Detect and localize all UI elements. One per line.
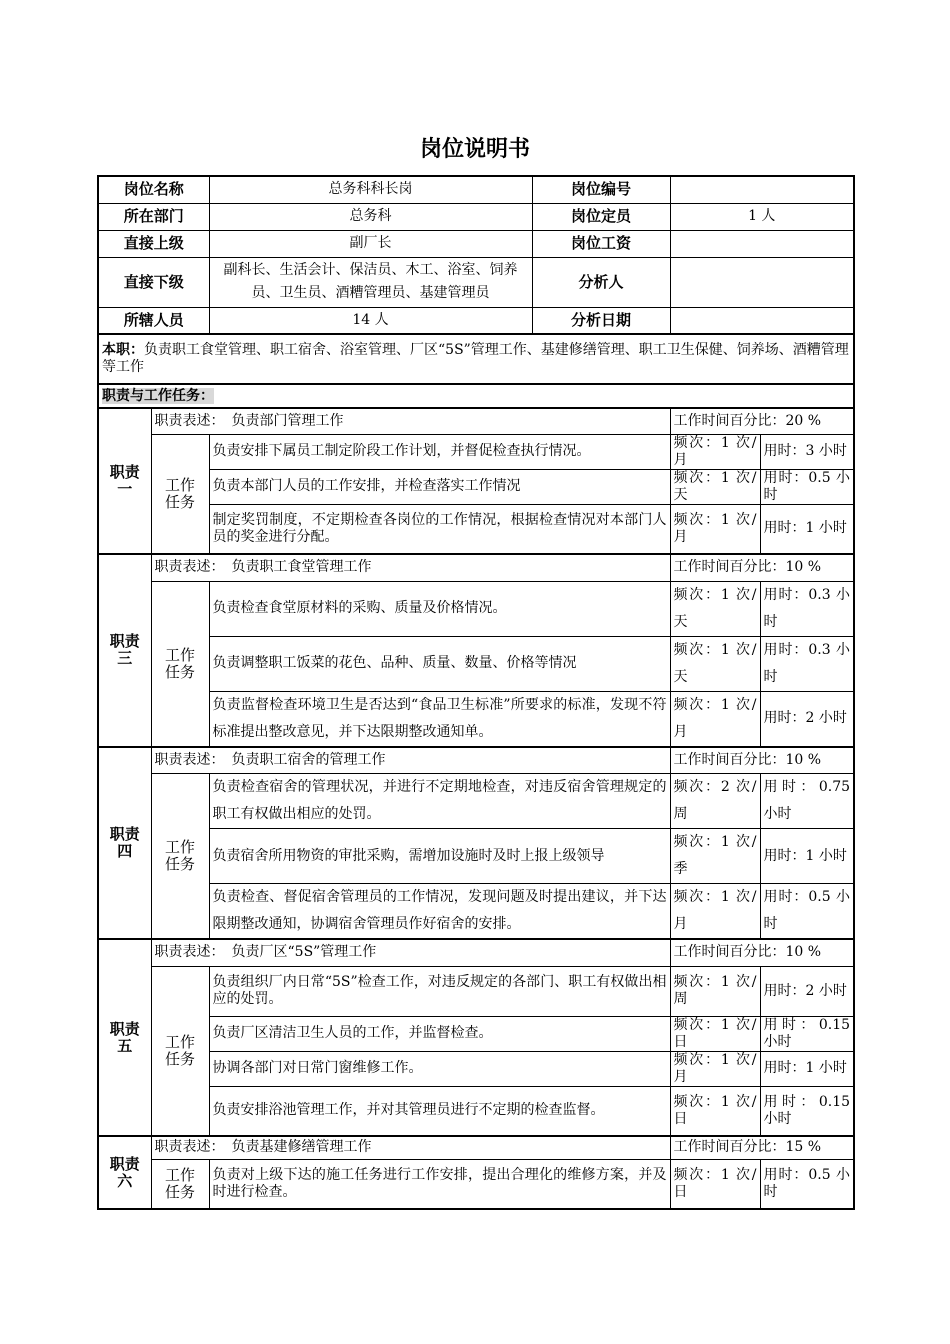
task-row xyxy=(98,434,854,469)
task-duration: 用时：0.75 小时 xyxy=(760,774,854,829)
task-frequency: 频次：1 次/月 xyxy=(670,1051,760,1086)
main-duty xyxy=(98,334,854,384)
task-text: 负责对上级下达的施工任务进行工作安排，提出合理化的维修方案，并及时进行检查。 xyxy=(209,1159,670,1209)
value-supervisor: 副厂长 xyxy=(209,230,532,257)
task-text: 负责组织厂内日常“5S”检查工作，对违反规定的各部门、职工有权做出相应的处罚。 xyxy=(209,966,670,1016)
task-text: 负责监督检查环境卫生是否达到“食品卫生标准”所要求的标准，发现不符标准提出整改意见，并下达限期整改通知单。 xyxy=(209,691,670,747)
task-row xyxy=(98,1051,854,1086)
header-row xyxy=(98,203,854,230)
duty-name: 职责六 xyxy=(98,1136,151,1209)
main-duty-label: 本职： xyxy=(102,342,144,358)
header-row xyxy=(98,176,854,203)
value-department: 总务科 xyxy=(209,203,532,230)
duty-statement-row xyxy=(98,747,854,774)
task-duration: 用时：0.5 小时 xyxy=(760,469,854,504)
duty-time-percent: 工作时间百分比：10 % xyxy=(670,747,854,774)
duty-time-percent: 工作时间百分比：10 % xyxy=(670,554,854,581)
task-label: 工作任务 xyxy=(151,774,209,940)
task-duration: 用时：0.15 小时 xyxy=(760,1016,854,1051)
task-label: 工作任务 xyxy=(151,581,209,747)
task-row xyxy=(98,774,854,829)
duty-statement-row xyxy=(98,408,854,434)
label-headcount: 岗位定员 xyxy=(532,203,670,230)
value-job-code xyxy=(670,176,854,203)
task-frequency: 频次：1 次/天 xyxy=(670,636,760,691)
label-job-code: 岗位编号 xyxy=(532,176,670,203)
duty-statement-row xyxy=(98,554,854,581)
task-duration: 用时：3 小时 xyxy=(760,434,854,469)
task-text: 负责检查食堂原材料的采购、质量及价格情况。 xyxy=(209,581,670,636)
task-frequency: 频次：1 次/月 xyxy=(670,884,760,940)
task-row xyxy=(98,829,854,884)
header-row xyxy=(98,307,854,334)
page-title: 岗位说明书 xyxy=(419,137,530,162)
task-text: 制定奖罚制度，不定期检查各岗位的工作情况，根据检查情况对本部门人员的奖金进行分配。 xyxy=(209,504,670,554)
task-row xyxy=(98,636,854,691)
task-row xyxy=(98,581,854,636)
task-duration: 用时：0.3 小时 xyxy=(760,636,854,691)
task-duration: 用时：2 小时 xyxy=(760,966,854,1016)
duty-time-percent: 工作时间百分比：15 % xyxy=(670,1136,854,1159)
task-frequency: 频次：1 次/周 xyxy=(670,966,760,1016)
task-frequency: 频次：2 次/周 xyxy=(670,774,760,829)
value-salary xyxy=(670,230,854,257)
tasks-heading-row xyxy=(98,384,854,408)
main-duty-text: 负责职工食堂管理、职工宿舍、浴室管理、厂区“5S”管理工作、基建修缮管理、职工卫生保健、饲养场、酒糟管理等工作 xyxy=(102,342,849,375)
task-row xyxy=(98,884,854,940)
task-frequency: 频次：1 次/天 xyxy=(670,469,760,504)
duty-time-percent: 工作时间百分比：20 % xyxy=(670,408,854,434)
duty-name: 职责三 xyxy=(98,554,151,747)
task-row xyxy=(98,966,854,1016)
duty-time-percent: 工作时间百分比：10 % xyxy=(670,939,854,966)
task-duration: 用时：1 小时 xyxy=(760,829,854,884)
value-subordinates: 副科长、生活会计、保洁员、木工、浴室、饲养员、卫生员、酒糟管理员、基建管理员 xyxy=(209,257,532,307)
task-row xyxy=(98,1159,854,1209)
header-row xyxy=(98,230,854,257)
header-row xyxy=(98,257,854,307)
task-text: 负责安排下属员工制定阶段工作计划，并督促检查执行情况。 xyxy=(209,434,670,469)
duty-name: 职责一 xyxy=(98,408,151,554)
value-analyst xyxy=(670,257,854,307)
value-analysis-date xyxy=(670,307,854,334)
main-duty-row xyxy=(98,334,854,384)
task-duration: 用时：0.3 小时 xyxy=(760,581,854,636)
task-duration: 用时：0.5 小时 xyxy=(760,1159,854,1209)
task-frequency: 频次：1 次/月 xyxy=(670,434,760,469)
task-label: 工作任务 xyxy=(151,966,209,1136)
duty-statement-row xyxy=(98,939,854,966)
task-text: 负责本部门人员的工作安排，并检查落实工作情况 xyxy=(209,469,670,504)
task-row xyxy=(98,691,854,747)
task-duration: 用时：0.15 小时 xyxy=(760,1086,854,1136)
task-duration: 用时：0.5 小时 xyxy=(760,884,854,940)
task-row xyxy=(98,504,854,554)
task-text: 负责厂区清洁卫生人员的工作，并监督检查。 xyxy=(209,1016,670,1051)
task-text: 负责检查宿舍的管理状况，并进行不定期地检查，对违反宿舍管理规定的职工有权做出相应的处罚。 xyxy=(209,774,670,829)
task-text: 负责宿舍所用物资的审批采购，需增加设施时及时上报上级领导 xyxy=(209,829,670,884)
label-job-name: 岗位名称 xyxy=(98,176,209,203)
duty-statement: 职责表述： 负责职工宿舍的管理工作 xyxy=(151,747,670,774)
task-frequency: 频次：1 次/天 xyxy=(670,581,760,636)
duty-statement-row xyxy=(98,1136,854,1159)
task-text: 负责检查、督促宿舍管理员的工作情况，发现问题及时提出建议，并下达限期整改通知，协调宿舍管理员作好宿舍的安排。 xyxy=(209,884,670,940)
task-frequency: 频次：1 次/日 xyxy=(670,1086,760,1136)
label-subordinates: 直接下级 xyxy=(98,257,209,307)
tasks-heading: 职责与工作任务： xyxy=(102,387,214,404)
label-supervisor: 直接上级 xyxy=(98,230,209,257)
duty-statement: 职责表述： 负责部门管理工作 xyxy=(151,408,670,434)
value-headcount: 1 人 xyxy=(670,203,854,230)
task-row xyxy=(98,469,854,504)
task-frequency: 频次：1 次/季 xyxy=(670,829,760,884)
task-frequency: 频次：1 次/月 xyxy=(670,691,760,747)
task-frequency: 频次：1 次/日 xyxy=(670,1016,760,1051)
duty-statement: 职责表述： 负责职工食堂管理工作 xyxy=(151,554,670,581)
task-text: 负责安排浴池管理工作，并对其管理员进行不定期的检查监督。 xyxy=(209,1086,670,1136)
duty-name: 职责四 xyxy=(98,747,151,940)
duty-statement: 职责表述： 负责厂区“5S”管理工作 xyxy=(151,939,670,966)
label-salary: 岗位工资 xyxy=(532,230,670,257)
task-duration: 用时：1 小时 xyxy=(760,504,854,554)
task-frequency: 频次：1 次/月 xyxy=(670,504,760,554)
task-label: 工作任务 xyxy=(151,1159,209,1209)
task-duration: 用时：1 小时 xyxy=(760,1051,854,1086)
duty-name: 职责五 xyxy=(98,939,151,1136)
job-description-table xyxy=(97,175,855,1210)
task-row xyxy=(98,1016,854,1051)
value-job-name: 总务科科长岗 xyxy=(209,176,532,203)
label-department: 所在部门 xyxy=(98,203,209,230)
value-staff-count: 14 人 xyxy=(209,307,532,334)
task-label: 工作任务 xyxy=(151,434,209,554)
label-analysis-date: 分析日期 xyxy=(532,307,670,334)
label-analyst: 分析人 xyxy=(532,257,670,307)
task-row xyxy=(98,1086,854,1136)
task-text: 负责调整职工饭菜的花色、品种、质量、数量、价格等情况 xyxy=(209,636,670,691)
label-staff-count: 所辖人员 xyxy=(98,307,209,334)
task-duration: 用时：2 小时 xyxy=(760,691,854,747)
duty-statement: 职责表述： 负责基建修缮管理工作 xyxy=(151,1136,670,1159)
task-frequency: 频次：1 次/日 xyxy=(670,1159,760,1209)
task-text: 协调各部门对日常门窗维修工作。 xyxy=(209,1051,670,1086)
